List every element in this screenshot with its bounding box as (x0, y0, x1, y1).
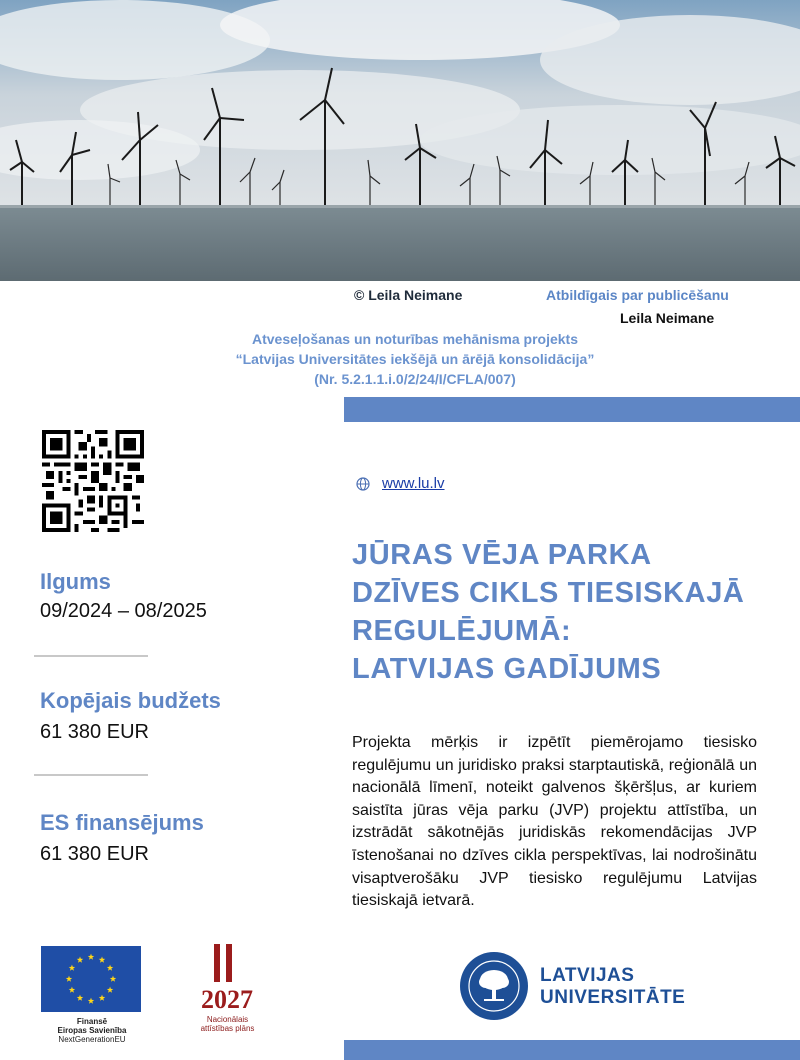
project-type: Atveseļošanas un noturības mehānisma projekts (252, 331, 578, 347)
project-description: Projekta mērķis ir izpētīt piemērojamo tiesisko regulējumu un juridisko praksi starptautiskā, reģionālā un nacionālā līmenī, noteikt galvenos šķēršļus, ar kuriem saistīta jūras vēja parku (JVP) projektu attīstība, un izstrādāt sākotnējās juridiskās rekomendācijas JVP īstenošanai no dzīves cikla perspektīvas, lai nodrošinātu visaptverošāku JVP tiesisko regulējumu Latvijas tiesiskajā ietvarā. (352, 734, 757, 910)
budget-value: 61 380 EUR (40, 721, 149, 743)
npp-logo-icon (190, 944, 265, 1014)
divider (34, 774, 148, 776)
duration-label: Ilgums (40, 569, 111, 594)
accent-band-bottom (344, 1040, 800, 1060)
eu-caption-line: NextGenerationEU (58, 1035, 126, 1044)
npp-year: 2027 (201, 985, 253, 1014)
lu-name-line: LATVIJAS (540, 965, 635, 986)
eu-caption-line: Finansē (76, 1017, 108, 1026)
npp-caption-line: Nacionālais (206, 1015, 249, 1024)
title-line: JŪRAS VĒJA PARKA (352, 539, 652, 571)
title-line: REGULĒJUMĀ: (352, 615, 572, 647)
divider (34, 655, 148, 657)
project-name: “Latvijas Universitātes iekšējā un ārējā konsolidācija” (235, 351, 595, 367)
globe-icon (356, 477, 370, 491)
eu-flag-icon (41, 946, 141, 1012)
project-number: (Nr. 5.2.1.1.i.0/2/24/I/CFLA/007) (314, 371, 516, 387)
eu-funding-value: 61 380 EUR (40, 843, 149, 865)
lu-emblem-icon (458, 950, 530, 1022)
responsible-name: Leila Neimane (620, 310, 715, 326)
hero-photo (0, 0, 800, 281)
photo-credit: © Leila Neimane (354, 287, 463, 303)
eu-funding-caption (28, 1017, 156, 1044)
eu-caption-line: Eiropas Savienība (57, 1026, 127, 1035)
website-link[interactable]: www.lu.lv (382, 475, 445, 492)
duration-value: 09/2024 – 08/2025 (40, 600, 207, 622)
npp-caption (180, 1015, 275, 1033)
lu-name (540, 965, 685, 1009)
title-line: DZĪVES CIKLS TIESISKAJĀ (352, 577, 745, 609)
page-title (352, 536, 792, 688)
eu-funding-label: ES finansējums (40, 810, 204, 835)
budget-label: Kopējais budžets (40, 688, 221, 713)
title-line: LATVIJAS GADĪJUMS (352, 653, 662, 685)
lu-name-line: UNIVERSITĀTE (540, 987, 686, 1008)
website-link-row (356, 475, 445, 492)
responsible-label: Atbildīgais par publicēšanu (546, 287, 729, 303)
qr-code[interactable] (42, 430, 144, 532)
accent-band-top (344, 397, 800, 422)
npp-caption-line: attīstības plāns (200, 1024, 255, 1033)
